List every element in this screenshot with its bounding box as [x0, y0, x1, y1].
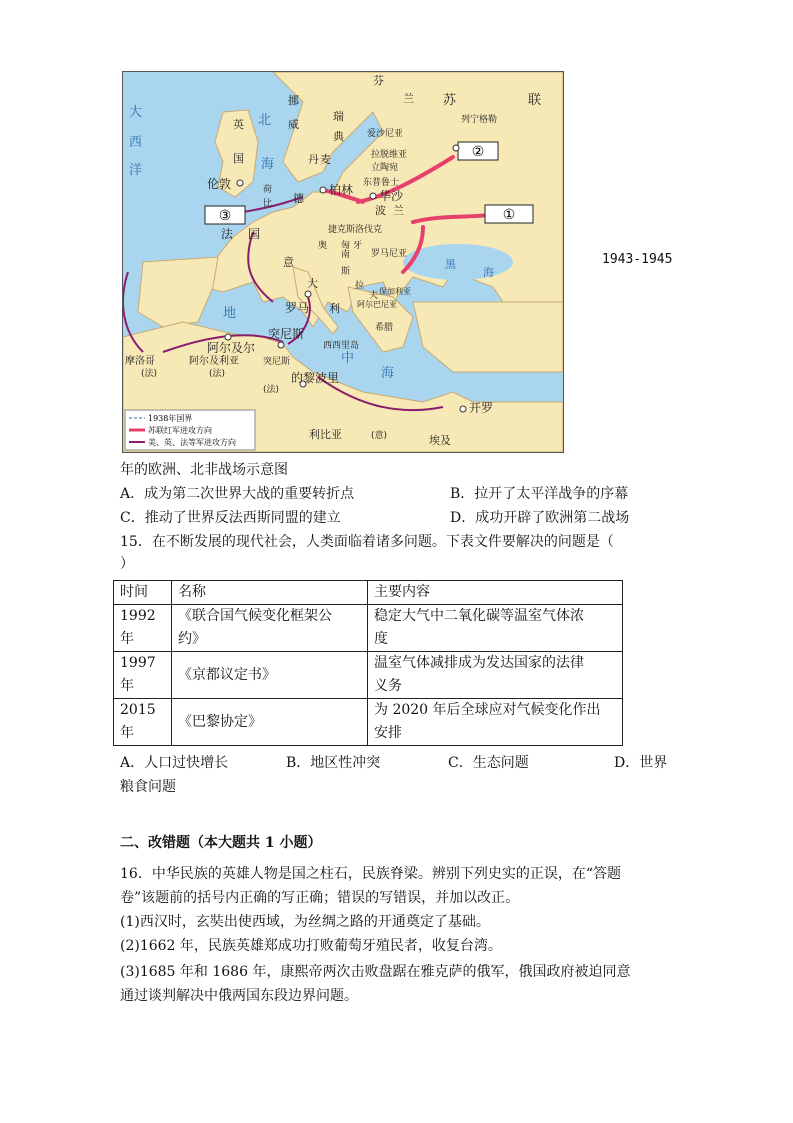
- table-cell-content: 稳定大气中二氧化碳等温室气体浓 度: [368, 605, 623, 652]
- q14-option-c[interactable]: C．推动了世界反法西斯同盟的建立: [120, 510, 341, 526]
- label-ussr-2: 联: [528, 93, 542, 108]
- label-italy-3: 利: [329, 302, 340, 315]
- q15-option-a[interactable]: A．人口过快增长: [120, 755, 229, 771]
- label-libya: 利比亚: [309, 428, 342, 441]
- label-albania: 阿尔巴尼亚: [357, 300, 397, 309]
- map-legend: [125, 410, 255, 450]
- label-hungary-1: 匈: [341, 241, 351, 251]
- label-italy-1: 意: [283, 256, 294, 269]
- label-yugoslavia-2: 斯: [341, 267, 351, 277]
- label-sweden-1: 瑞: [333, 110, 344, 123]
- label-leningrad: 列宁格勒: [461, 115, 498, 125]
- table-cell-time: 1997 年: [114, 652, 172, 699]
- q15-stem: 15．在不断发展的现代社会，人类面临着诸多问题。下表文件要解决的问题是（: [120, 534, 614, 550]
- label-britain-1: 英: [233, 118, 244, 131]
- label-denmark-1: 丹: [308, 153, 319, 166]
- q14-option-b[interactable]: B．拉开了太平洋战争的序幕: [450, 486, 629, 502]
- label-france-2: 国: [248, 227, 261, 241]
- q16-item2: (2)1662 年，民族英雄郑成功打败葡萄牙殖民者，收复台湾。: [120, 938, 502, 954]
- label-tunisia-fr: (法): [263, 385, 280, 395]
- label-denmark-2: 麦: [320, 153, 331, 166]
- city-dot-rome: [305, 291, 311, 297]
- map-graphic: [123, 72, 563, 452]
- label-latvia: 拉脱维亚: [371, 150, 408, 160]
- q15-option-c[interactable]: C．生态问题: [448, 755, 529, 771]
- label-atlantic-1: 大: [129, 105, 143, 120]
- legend-border: 1938年国界: [148, 414, 193, 423]
- label-north-sea-1: 北: [258, 113, 272, 128]
- table-cell-content: 温室气体减排成为发达国家的法律 义务: [368, 652, 623, 699]
- legend-soviet: 苏联红军进攻方向: [148, 426, 212, 435]
- label-morocco: 摩洛哥: [125, 356, 155, 367]
- city-dot-cairo: [460, 406, 466, 412]
- q14-option-a[interactable]: A．成为第二次世界大战的重要转折点: [120, 486, 355, 502]
- city-dot-london: [237, 180, 243, 186]
- label-belgium: 比: [263, 199, 273, 209]
- table-cell-name: 《京都议定书》: [172, 652, 368, 699]
- city-dot-algiers: [225, 334, 231, 340]
- table-cell-name: 《联合国气候变化框架公 约》: [172, 605, 368, 652]
- label-estonia: 爱沙尼亚: [367, 129, 404, 139]
- label-france-1: 法: [221, 227, 234, 241]
- label-berlin: 柏林: [329, 183, 354, 197]
- table-cell-name: 《巴黎协定》: [172, 699, 368, 746]
- table-header-time: 时间: [114, 581, 172, 605]
- label-black-sea-1: 黑: [445, 258, 456, 271]
- table-header-content: 主要内容: [368, 581, 623, 605]
- label-warsaw: 华沙: [379, 189, 404, 203]
- q15-option-d[interactable]: D．世界: [614, 755, 668, 771]
- label-netherlands: 荷: [263, 185, 273, 195]
- label-finland-1: 芬: [373, 74, 384, 87]
- label-finland-2: 兰: [403, 92, 414, 105]
- label-atlantic-3: 洋: [129, 163, 143, 178]
- climate-documents-table: [113, 580, 623, 746]
- label-libya-it: (意): [371, 431, 388, 441]
- label-bulgaria: 保加利亚: [379, 287, 411, 296]
- q16-item3a: (3)1685 年和 1686 年，康熙帝两次击败盘踞在雅克萨的俄军，俄国政府被迫同意: [120, 964, 631, 980]
- label-britain-2: 国: [233, 152, 244, 165]
- label-ussr-1: 苏: [443, 93, 457, 108]
- label-med-3: 海: [381, 366, 395, 381]
- ww2-europe-map: [122, 71, 564, 453]
- label-lithuania: 立陶宛: [371, 163, 399, 173]
- label-yugoslavia-3: 拉: [355, 281, 365, 291]
- label-hungary-2: 牙: [353, 241, 363, 251]
- label-north-sea-2: 海: [261, 157, 275, 172]
- label-morocco-fr: (法): [141, 369, 158, 379]
- table-header-name: 名称: [172, 581, 368, 605]
- city-dot-tunis: [278, 342, 284, 348]
- label-sweden-2: 典: [333, 130, 344, 143]
- q15-stem-end: ）: [120, 556, 134, 572]
- label-london: 伦敦: [207, 177, 232, 191]
- label-yugoslavia-1: 南: [341, 250, 351, 260]
- marker-2: ②: [471, 144, 485, 160]
- label-czechoslovakia: 捷克斯洛伐克: [328, 225, 383, 235]
- label-norway-2: 威: [288, 118, 299, 131]
- label-east-prussia: 东普鲁士: [363, 178, 400, 188]
- label-algeria-fr: (法): [209, 369, 226, 379]
- label-greece: 希腊: [375, 323, 394, 333]
- label-atlantic-2: 西: [129, 135, 143, 150]
- city-dot-warsaw: [370, 193, 376, 199]
- label-egypt: 埃及: [429, 434, 451, 447]
- table-header-row: [114, 581, 623, 605]
- label-rome: 罗马: [285, 301, 310, 315]
- table-cell-time: 2015 年: [114, 699, 172, 746]
- label-poland-1: 波: [375, 204, 386, 217]
- table-row: [114, 605, 623, 652]
- label-algiers: 阿尔及尔: [207, 341, 256, 355]
- marker-3: ③: [218, 208, 232, 224]
- q16-item1: (1)西汉时，玄奘出使西域，为丝绸之路的开通奠定了基础。: [120, 914, 490, 930]
- label-romania: 罗马尼亚: [371, 249, 408, 259]
- marker-1: ①: [502, 207, 516, 223]
- section2-title: 二、改错题（本大题共 1 小题）: [120, 835, 322, 851]
- label-germany: 德: [293, 192, 304, 205]
- map-date-label: 1943-1945: [602, 252, 673, 267]
- q14-option-d[interactable]: D．成功开辟了欧洲第二战场: [450, 510, 630, 526]
- label-sicily: 西西里岛: [323, 341, 360, 351]
- city-dot-leningrad: [453, 145, 459, 151]
- label-yugoslavia-4: 夫: [369, 291, 379, 301]
- q16-item3b: 通过谈判解决中俄两国东段边界问题。: [120, 988, 358, 1004]
- label-cairo: 开罗: [469, 401, 494, 415]
- label-black-sea-2: 海: [483, 266, 494, 279]
- table-cell-time: 1992 年: [114, 605, 172, 652]
- table-cell-content: 为 2020 年后全球应对气候变化作出 安排: [368, 699, 623, 746]
- table-row: [114, 652, 623, 699]
- q15-option-d-cont: 粮食问题: [120, 779, 176, 795]
- label-tunisia: 突尼斯: [263, 357, 291, 367]
- label-norway-1: 挪: [288, 94, 299, 107]
- label-italy-2: 大: [307, 277, 318, 290]
- label-poland-2: 兰: [393, 204, 404, 217]
- map-caption: 年的欧洲、北非战场示意图: [120, 462, 288, 478]
- q16-line1: 16．中华民族的英雄人物是国之柱石，民族脊梁。辨别下列史实的正误，在“答题: [120, 866, 621, 882]
- label-austria: 奥: [318, 241, 328, 251]
- label-tunis: 突尼斯: [268, 327, 305, 341]
- city-dot-berlin: [320, 187, 326, 193]
- legend-allied: 美、英、法等军进攻方向: [148, 438, 236, 447]
- label-tripoli: 的黎波里: [291, 371, 340, 385]
- table-row: [114, 699, 623, 746]
- q16-line2: 卷”该题前的括号内正确的写正确；错误的写错误，并加以改正。: [120, 890, 520, 906]
- label-algeria: 阿尔及利亚: [189, 356, 239, 367]
- label-med-2: 中: [341, 351, 355, 366]
- q15-option-b[interactable]: B．地区性冲突: [286, 755, 381, 771]
- label-med-1: 地: [223, 306, 237, 321]
